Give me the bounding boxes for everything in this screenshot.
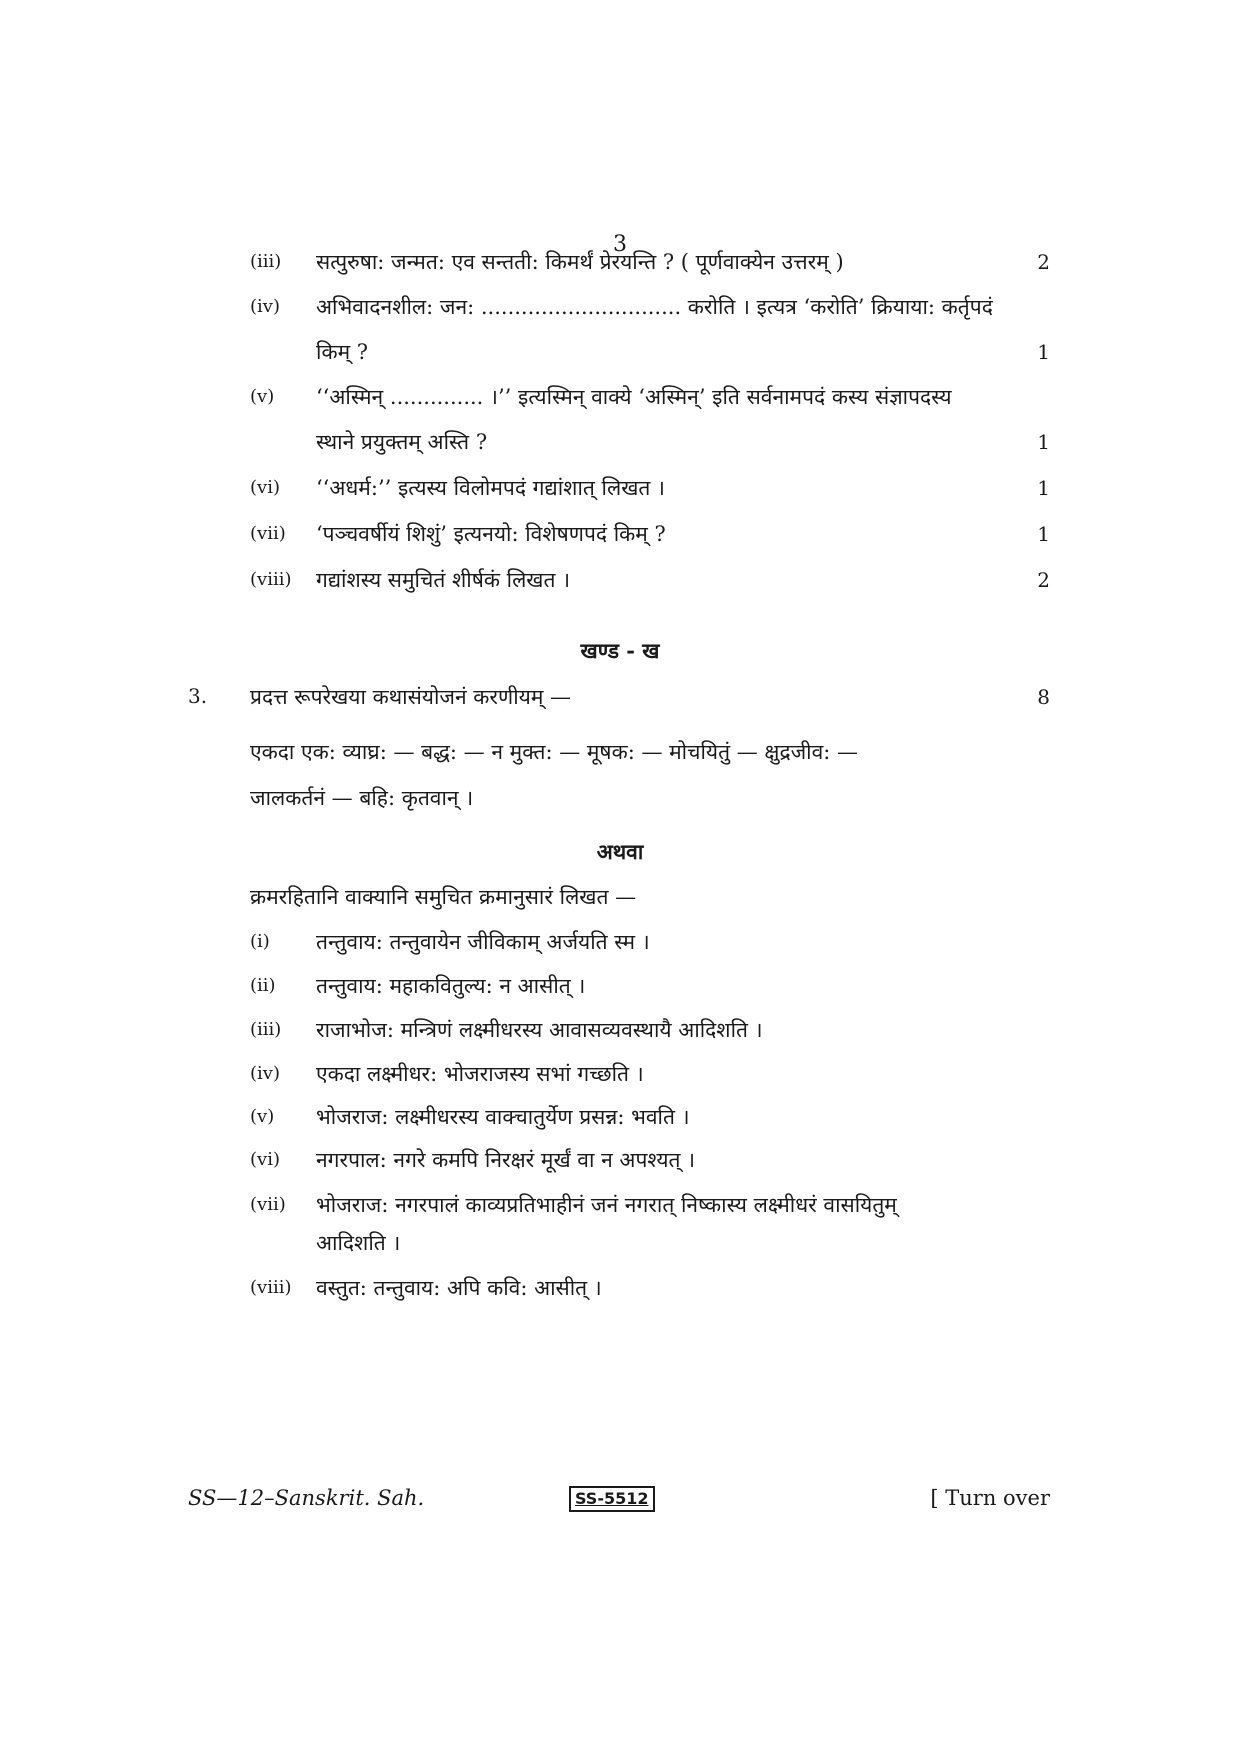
question-text-continuation: स्थाने प्रयुक्तम् अस्ति ? [316, 430, 488, 454]
footer-turn-over: [ Turn over [930, 1486, 1050, 1510]
story-outline-line: एकदा एक: व्याघ्र: — बद्ध: — न मुक्त: — मूषक: — मोचयितुं — क्षुद्रजीव: — [250, 740, 859, 764]
question-text: ‘‘अधर्म:’’ इत्यस्य विलोमपदं गद्यांशात् लिखत । [316, 476, 665, 500]
question-marks: 1 [1037, 340, 1050, 364]
question-number: (iii) [250, 251, 282, 272]
item-text: नगरपाल: नगरे कमपि निरक्षरं मूर्खं वा न अपश्यत् । [316, 1148, 696, 1172]
item-text: भोजराज: नगरपालं काव्यप्रतिभाहीनं जनं नगरात् निष्कास्य लक्ष्मीधरं वासयितुम् [316, 1193, 897, 1217]
item-number: (i) [250, 931, 270, 952]
question-marks: 8 [1037, 685, 1050, 709]
item-number: (v) [250, 1106, 275, 1127]
item-text: राजाभोज: मन्त्रिणं लक्ष्मीधरस्य आवासव्यवस्थायै आदिशति । [316, 1018, 763, 1042]
question-text: सत्पुरुषा: जन्मत: एव सन्तती: किमर्थं प्रेरयन्ति ? ( पूर्णवाक्येन उत्तरम् ) [316, 250, 844, 274]
question-marks: 1 [1037, 522, 1050, 546]
question-marks: 1 [1037, 430, 1050, 454]
question-number: (vii) [250, 523, 286, 544]
question-number: (viii) [250, 569, 292, 590]
question-number: (v) [250, 386, 275, 407]
or-label: अथवा [596, 839, 644, 864]
item-text: वस्तुत: तन्तुवाय: अपि कवि: आसीत् । [316, 1276, 602, 1300]
question-text: ‘‘अस्मिन् .............. ।’’ इत्यस्मिन् वाक्ये ‘अस्मिन्’ इति सर्वनामपदं कस्य संज्ञापदस्य [316, 385, 952, 409]
question-number: 3. [188, 684, 208, 708]
question-text: प्रदत्त रूपरेखया कथासंयोजनं करणीयम् — [250, 685, 572, 709]
footer-subject-code: SS—12–Sanskrit. Sah. [188, 1486, 425, 1510]
item-number: (ii) [250, 975, 276, 996]
item-number: (iii) [250, 1019, 282, 1040]
item-text: तन्तुवाय: महाकवितुल्य: न आसीत् । [316, 974, 586, 998]
question-number: (iv) [250, 296, 280, 317]
item-number: (viii) [250, 1277, 292, 1298]
question-marks: 2 [1037, 568, 1050, 592]
instruction-text: क्रमरहितानि वाक्यानि समुचित क्रमानुसारं लिखत — [250, 885, 637, 909]
question-text: ‘पञ्चवर्षीयं शिशुं’ इत्यनयो: विशेषणपदं किम् ? [316, 522, 666, 546]
question-text-continuation: किम् ? [316, 340, 369, 364]
item-text: तन्तुवाय: तन्तुवायेन जीविकाम् अर्जयति स्म । [316, 930, 650, 954]
footer-paper-code: SS-5512 [569, 1486, 655, 1512]
item-number: (vi) [250, 1149, 280, 1170]
question-number: (vi) [250, 477, 280, 498]
item-text: एकदा लक्ष्मीधर: भोजराजस्य सभां गच्छति । [316, 1062, 644, 1086]
section-title: खण्ड - ख [580, 638, 660, 663]
page-number: 3 [613, 232, 627, 257]
question-marks: 1 [1037, 476, 1050, 500]
question-text: गद्यांशस्य समुचितं शीर्षकं लिखत । [316, 568, 571, 592]
item-number: (iv) [250, 1063, 280, 1084]
question-marks: 2 [1037, 250, 1050, 274]
item-number: (vii) [250, 1194, 286, 1215]
story-outline-line: जालकर्तनं — बहि: कृतवान् । [250, 786, 474, 810]
question-text: अभिवादनशील: जन: .............................. करोति । इत्यत्र ‘करोति’ क्रियाया: कर्तृपदं [316, 295, 993, 319]
item-text-continuation: आदिशति । [316, 1231, 401, 1255]
item-text: भोजराज: लक्ष्मीधरस्य वाक्चातुर्येण प्रसन्न: भवति । [316, 1105, 690, 1129]
